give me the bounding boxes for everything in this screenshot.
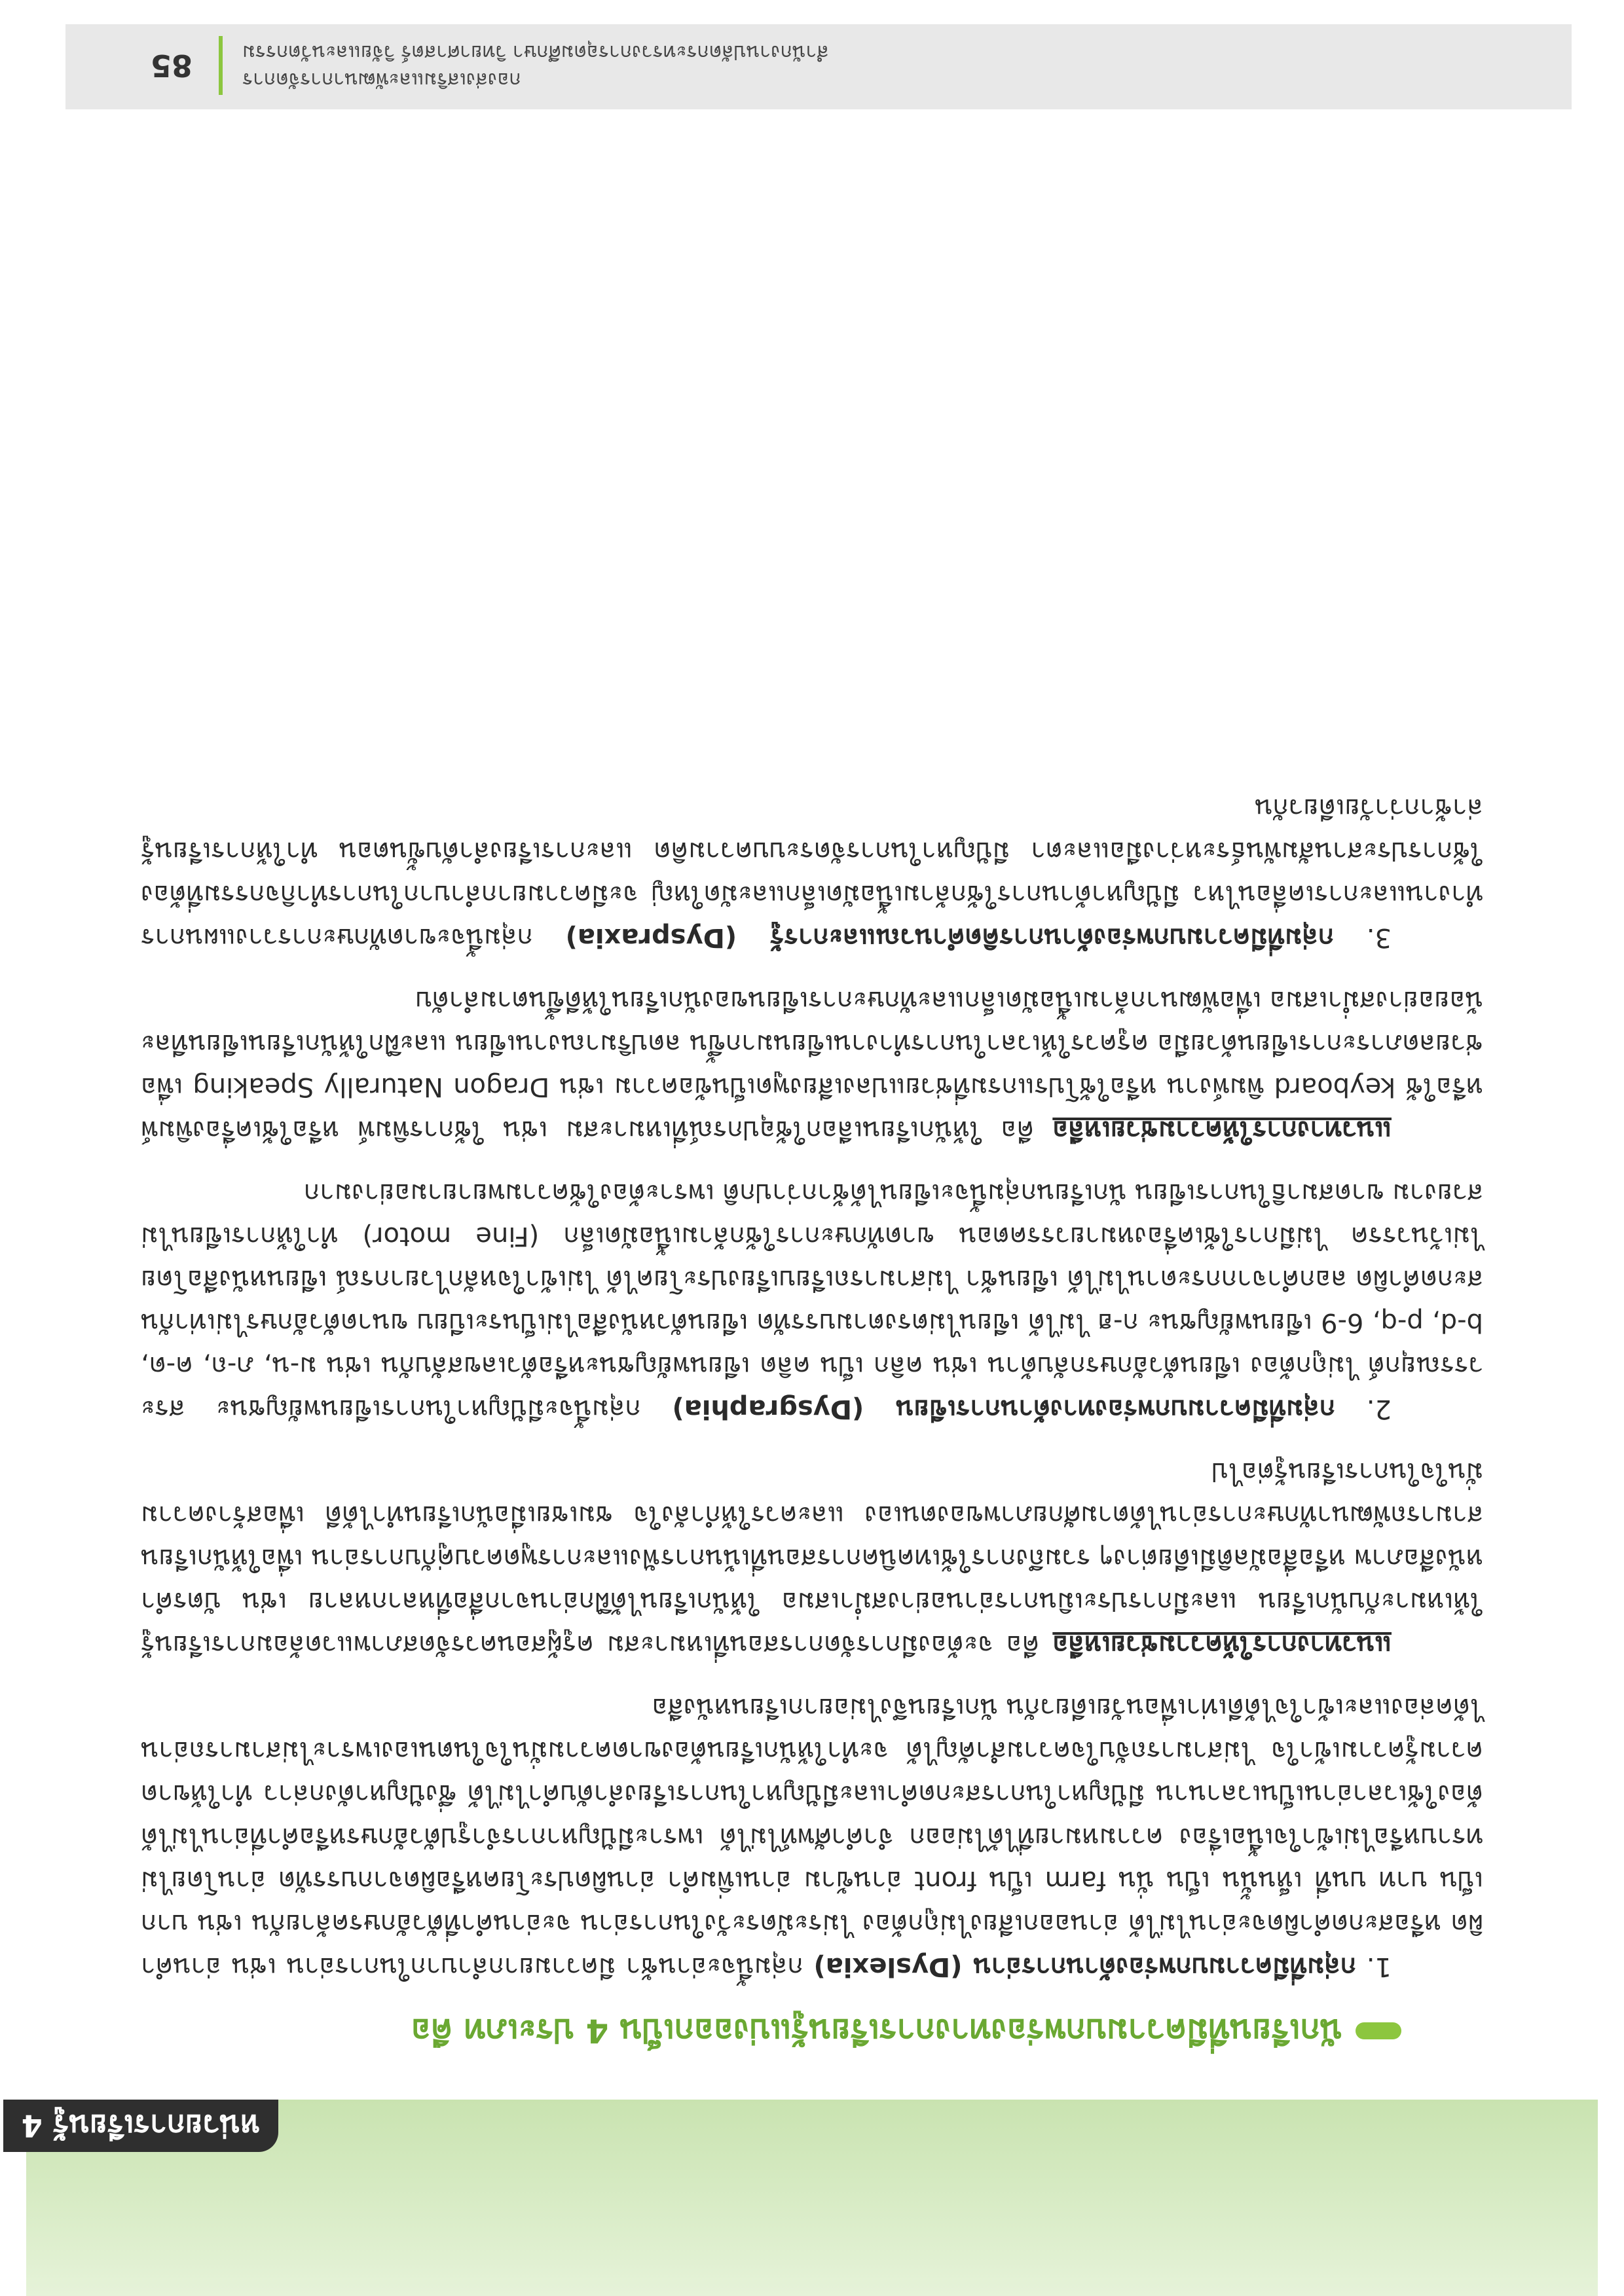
footer-line-2: สำนักงานปลัดกระทรวงการอุดมศึกษา วิทยาศาสตร์ วิจัยและนวัตกรรม	[242, 41, 829, 64]
item-3-text: กลุ่มนี้จะขาดทักษะการวางแผนการทำงานและการเคลื่อนไหว มีปัญหาด้านการใช้กล้ามเนื้อมัดเล็กและมัดใหญ่ จะมีความยากลำบากในการทำกิจกรรมที่ต้องใช้การประสานสัมพันธ์ระหว่างมือและตา มีปัญหาในการจัดระบบความคิด และการเรียงลำดับขั้นตอน ทำให้การเรียนรู้ล่าช้ากว่าวัยเดียวกัน	[140, 793, 1483, 953]
footer-inner	[151, 36, 829, 95]
page-footer	[65, 24, 1572, 109]
item-1-help	[141, 1450, 1483, 1666]
item-1-number: 1.	[1366, 1952, 1392, 1982]
footer-divider	[219, 36, 223, 95]
item-2-title: กลุ่มที่มีความบกพร่องทางด้านการเขียน (Dysgraphia)	[672, 1394, 1336, 1424]
item-2	[141, 1171, 1483, 1430]
section-bullet-icon	[1356, 2022, 1401, 2039]
footer-lines	[242, 38, 829, 93]
item-1-text: กลุ่มนี้จะอ่านช้า มีความยากลำบากในการอ่าน เช่น อ่านคำผิด หรือสะกดคำผิดจะอ่านไม่ได้ อ่านออกเสียงไม่ถูกต้อง ไม่ระมัดระวังในการอ่าน จะอ่านคำที่ตัวอักษรคล้ายกัน เช่น บาก เป็น บาท บนที่ เห็นนั้น เป็น นั่น farm เป็น front อ่านข้าม อ่านเพิ่มคำ อ่านผิดประโยคหรือผิดจากบรรทัด อ่านโดยไม่ทราบหรือไม่เข้าใจเนื้อเรื่อง ความหมายที่ได้ไม่ออก จำคำศัพท์ไม่ได้ เพราะมีปัญหาการจำรูปตัวอักษรหรือคำที่อ่านไม่ได้ ต้องใช้เวลาอ่านเป็นเวลานาน มีปัญหาในการสะกดคำและมีปัญหาในการเรียงลำดับคำไม่ได้ ซึ่งปัญหาดังกล่าว ทำให้ขาดความรู้ความเข้าใจ ไม่สามารถจับใจความสำคัญได้ จะทำให้นักเรียนต้องขาดความมั่นใจในตนเองเพราะไม่สามารถอ่านได้คล่องและเข้าใจได้ดีเท่าเพื่อนวัยเดียวกัน นักเรียนจึงไม่อยากเรียนหนังสือ	[141, 1692, 1483, 1982]
item-1-title: กลุ่มที่มีความบกพร่องด้านการอ่าน (Dyslexia)	[813, 1952, 1357, 1982]
item-3-number: 3.	[1366, 922, 1392, 953]
item-1-help-subhead: แนวทางการให้ความช่วยเหลือ	[1052, 1630, 1392, 1660]
unit-tab	[3, 2100, 278, 2152]
page-number: 85	[151, 48, 193, 83]
item-1	[141, 1686, 1483, 1988]
section-heading-text: นักเรียนที่มีความบกพร่องทางการเรียนรู้แบ่งออกเป็น 4 ประเภท คือ	[411, 2012, 1342, 2050]
item-2-text: กลุ่มนี้จะมีปัญหาในการเขียนพยัญชนะ สระ วรรณยุกต์ ไม่ถูกต้อง เขียนตัวอักษรกลับด้าน เช่น คลิก เป็น คลิด เขียนพยัญชนะหรือตัวเลขสลับกัน เช่น ม-น, ภ-ถ, ค-ด, b-d, p-q, 6-9 เขียนพยัญชนะ ก-ฮ ไม่ได้ เขียนไม่ตรงตามบรรทัด เขียนตัวหนังสือไม่เป็นระเบียบ ขนาดตัวอักษรไม่เท่ากัน สะกดคำผิด ลอกคำจากกระดานไม่ได้ เขียนช้า ไม่สามารถเรียบเรียงประโยคได้ ไม่เข้าใจหลักไวยากรณ์ เขียนหนังสือโดยไม่เว้นวรรค ไม่มีการใช้เครื่องหมายวรรคตอน ขาดทักษะการใช้กล้ามเนื้อมัดเล็ก (Fine motor) ทำให้การเขียนไม่สวยงาม ขาดสมาธิในการเขียน นักเรียนกลุ่มนี้จะเขียนได้ช้ากว่าปกติ เพราะต้องใช้ความพยายามอย่างมาก	[140, 1178, 1483, 1424]
section-heading	[26, 2008, 1401, 2054]
header-band	[21, 2100, 1598, 2296]
item-2-number: 2.	[1366, 1394, 1392, 1424]
item-3	[141, 786, 1483, 959]
item-2-help-text: คือ ให้นักเรียนเลือกใช้อุปกรณ์ที่เหมาะสม เช่น ใช้การพิมพ์ หรือใช้เครื่องพิมพ์ หรือใช้ keyboard พิมพ์งาน หรือใช้โปรแกรมที่ช่วยแปลงเสียงพูดเป็นข้อความ เช่น Dragon Naturally Speaking เพื่อช่วยลดภาระการเขียนด้วยมือ ครูควรให้เวลาในการทำงานเขียนมากขึ้น ลดปริมาณงานเขียน และฝึกให้นักเรียนเขียนทีละน้อยอย่างสม่ำเสมอ เพื่อพัฒนากล้ามเนื้อมัดเล็กและทักษะการเขียนของนักเรียนให้ดีขึ้นตามลำดับ	[141, 985, 1483, 1145]
item-3-title: กลุ่มที่มีความบกพร่องด้านการคิดคำนวณและการรู้ (Dyspraxia)	[565, 922, 1335, 953]
item-2-help	[141, 979, 1483, 1152]
item-2-help-subhead: แนวทางการให้ความช่วยเหลือ	[1052, 1115, 1392, 1145]
item-1-help-text: คือ จะต้องมีการจัดการสอนที่เหมาะสม ครูผู้สอนควรจัดสภาพแวดล้อมการเรียนรู้ให้เหมาะกับนักเรียน และมีการประเมินการอ่านอย่างสม่ำเสมอ ให้นักเรียนได้ฝึกอ่านจากสื่อที่หลากหลาย เช่น บัตรคำ หนังสือภาพ หรือสื่อมัลติมีเดียต่างๆ รวมถึงการใช้เทคนิคการสอนที่เน้นการฟังและการพูดควบคู่กับการอ่าน เพื่อให้นักเรียนสามารถพัฒนาทักษะการอ่านได้ตามศักยภาพของตนเอง และควรให้กำลังใจ ชมเชยเมื่อนักเรียนทำได้ดี เพื่อสร้างความมั่นใจในการเรียนรู้ต่อไป	[140, 1457, 1483, 1660]
body-text	[141, 767, 1483, 1988]
footer-line-1: กองส่งเสริมและพัฒนาการจัดการ	[242, 68, 521, 91]
unit-label: หน่วยการเรียนรู้ 4	[21, 2108, 261, 2144]
